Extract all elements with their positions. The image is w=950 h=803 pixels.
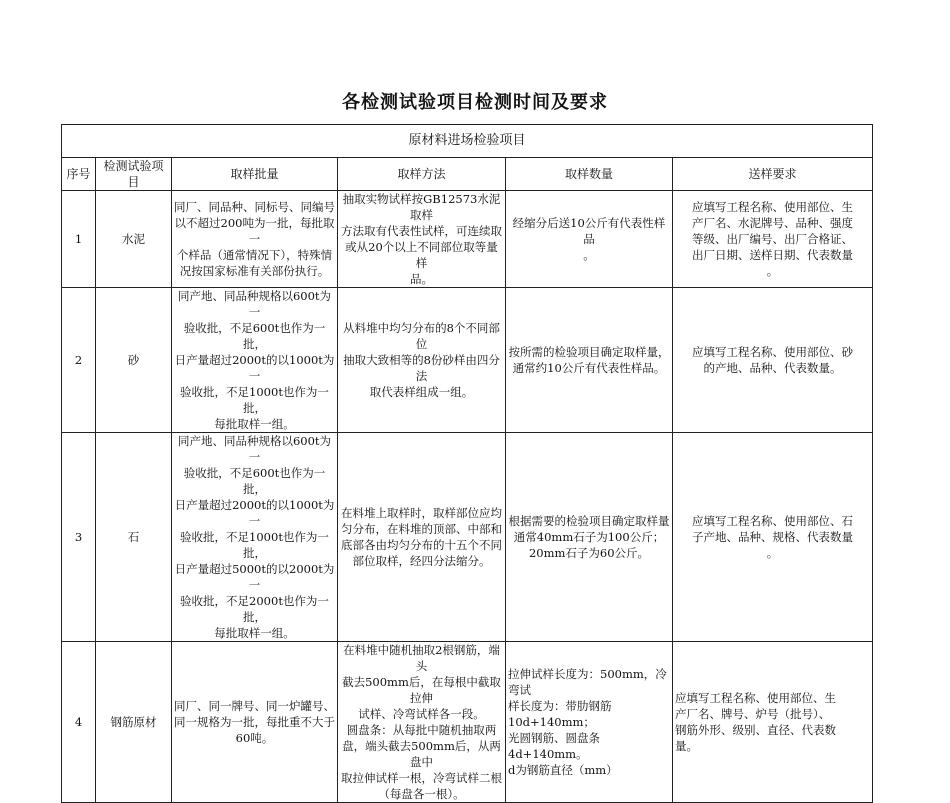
quantity-line: 按所需的检验项目确定取样量，: [508, 345, 670, 359]
col-header-batch: 取样批量: [172, 158, 338, 191]
inspection-table: [61, 124, 873, 803]
requirement-cell: [673, 433, 873, 642]
batch-line: 验收批，不足600t也作为一批，: [183, 466, 326, 496]
requirement-line: 应填写工程名称、使用部位、生: [692, 200, 854, 214]
quantity-line: 样长度为：带肋钢筋10d+140mm；: [508, 699, 612, 729]
test-item: 钢筋原材: [96, 642, 172, 803]
test-item: 水泥: [96, 191, 172, 288]
batch-line: 个样品（通常情况下），特殊情: [176, 248, 333, 262]
requirement-line: 产厂名、牌号、炉号（批号）、: [675, 707, 831, 721]
method-cell: [338, 433, 506, 642]
row-number: 3: [62, 433, 96, 642]
requirement-line: 子产地、品种、规格、代表数量: [692, 530, 854, 544]
method-line: （每盘各一根）。: [378, 787, 465, 801]
col-header-requirement: 送样要求: [673, 158, 873, 191]
quantity-line: 拉伸试样长度为：500mm，冷弯试: [508, 667, 667, 697]
requirement-line: 。: [766, 264, 779, 278]
quantity-line: 。: [583, 248, 595, 262]
method-line: 抽取大致相等的8份砂样由四分法: [343, 353, 500, 383]
batch-line: 验收批，不足600t也作为一批，: [183, 321, 326, 351]
batch-line: 验收批，不足1000t也作为一批，: [180, 385, 329, 415]
requirement-line: 。: [766, 546, 779, 560]
requirement-cell: [673, 288, 873, 433]
method-line: 取代表样组成一组。: [369, 385, 474, 399]
requirement-line: 应填写工程名称、使用部位、石: [692, 514, 854, 528]
method-line: 部位取样，经四分法缩分。: [352, 554, 491, 568]
method-cell: [338, 642, 506, 803]
method-cell: [338, 288, 506, 433]
table-row: [62, 433, 873, 642]
batch-line: 验收批，不足2000t也作为一批，: [180, 594, 329, 624]
batch-line: 60吨。: [235, 731, 274, 745]
method-line: 截去500mm后，在每根中截取拉伸: [342, 675, 501, 705]
method-line: 抽取实物试样按GB12573水泥取样: [342, 192, 501, 222]
batch-line: 同厂、同一牌号、同一炉罐号、: [174, 699, 335, 713]
col-header-quantity: 取样数量: [506, 158, 673, 191]
quantity-line: d为钢筋直径（mm）: [508, 763, 618, 777]
quantity-line: 通常40mm石子为100公斤；: [513, 530, 665, 544]
method-line: 品。: [410, 272, 433, 286]
col-header-no: 序号: [62, 158, 96, 191]
method-line: 盘，端头截去500mm后，从两盘中: [342, 739, 501, 769]
quantity-cell: [506, 642, 673, 803]
method-line: 圆盘条：从每批中随机抽取两: [346, 723, 497, 737]
col-header-method: 取样方法: [338, 158, 506, 191]
batch-line: 同产地、同品种规格以600t为一: [177, 434, 332, 464]
batch-line: 同产地、同品种规格以600t为一: [177, 289, 332, 319]
requirement-line: 应填写工程名称、使用部位、砂: [692, 345, 854, 359]
requirement-cell: [673, 191, 873, 288]
method-line: 在料堆上取样时，取样部位应均: [341, 506, 502, 520]
requirement-line: 等级、出厂编号、出厂合格证、: [692, 232, 854, 246]
table-row: [62, 191, 873, 288]
batch-line: 日产量超过2000t的以1000t为一: [174, 353, 335, 383]
row-number: 2: [62, 288, 96, 433]
batch-line: 每批取样一组。: [214, 417, 295, 431]
test-item: 石: [96, 433, 172, 642]
table-row: [62, 642, 873, 803]
quantity-line: 经缩分后送10公斤有代表性样品: [512, 216, 666, 246]
col-header-item: 检测试验项目: [96, 158, 172, 191]
quantity-line: 通常约10公斤有代表性样品。: [512, 361, 666, 375]
column-header-row: [62, 158, 873, 191]
method-line: 底部各由均匀分布的十五个不同: [341, 538, 502, 552]
batch-line: 验收批，不足1000t也作为一批，: [180, 530, 329, 560]
table-row: [62, 288, 873, 433]
method-line: 匀分布，在料堆的顶部、中部和: [341, 522, 502, 536]
quantity-cell: [506, 288, 673, 433]
batch-line: 况按国家标准有关部份执行。: [179, 264, 330, 278]
section-header: 原材料进场检验项目: [62, 125, 873, 158]
method-line: 取拉伸试样一根，冷弯试样二根: [341, 771, 502, 785]
batch-line: 日产量超过2000t的以1000t为一: [174, 498, 335, 528]
requirement-line: 应填写工程名称、使用部位、生: [675, 691, 836, 705]
requirement-line: 钢筋外形、级别、直径、代表数: [675, 723, 836, 737]
test-item: 砂: [96, 288, 172, 433]
row-number: 1: [62, 191, 96, 288]
batch-line: 每批取样一组。: [214, 626, 295, 640]
quantity-line: 光圆钢筋、圆盘条4d+140mm。: [508, 731, 600, 761]
batch-line: 日产量超过5000t的以2000t为一: [174, 562, 335, 592]
method-line: 从料堆中均匀分布的8个不同部位: [343, 321, 500, 351]
batch-cell: [172, 191, 338, 288]
batch-line: 同厂、同品种、同标号、同编号: [174, 200, 335, 214]
method-cell: [338, 191, 506, 288]
batch-cell: [172, 433, 338, 642]
requirement-line: 出厂日期、送样日期、代表数量: [692, 248, 854, 262]
quantity-cell: [506, 191, 673, 288]
quantity-line: 20mm石子为60公斤。: [528, 546, 650, 560]
method-line: 试样、冷弯试样各一段。: [358, 707, 485, 721]
batch-cell: [172, 642, 338, 803]
quantity-cell: [506, 433, 673, 642]
requirement-line: 产厂名、水泥牌号、品种、强度: [692, 216, 854, 230]
requirement-line: 的产地、品种、代表数量。: [703, 361, 842, 375]
batch-cell: [172, 288, 338, 433]
row-number: 4: [62, 642, 96, 803]
requirement-cell: [673, 642, 873, 803]
batch-line: 同一规格为一批，每批重不大于: [174, 715, 335, 729]
requirement-line: 量。: [675, 739, 698, 753]
document-title: 各检测试验项目检测时间及要求: [342, 92, 608, 113]
quantity-line: 根据需要的检验项目确定取样量: [508, 514, 670, 528]
method-line: 在料堆中随机抽取2根钢筋，端头: [343, 643, 500, 673]
method-line: 或从20个以上不同部位取等量样: [345, 240, 498, 270]
method-line: 方法取有代表性试样，可连续取: [341, 224, 502, 238]
batch-line: 以不超过200吨为一批，每批取一: [174, 216, 335, 246]
